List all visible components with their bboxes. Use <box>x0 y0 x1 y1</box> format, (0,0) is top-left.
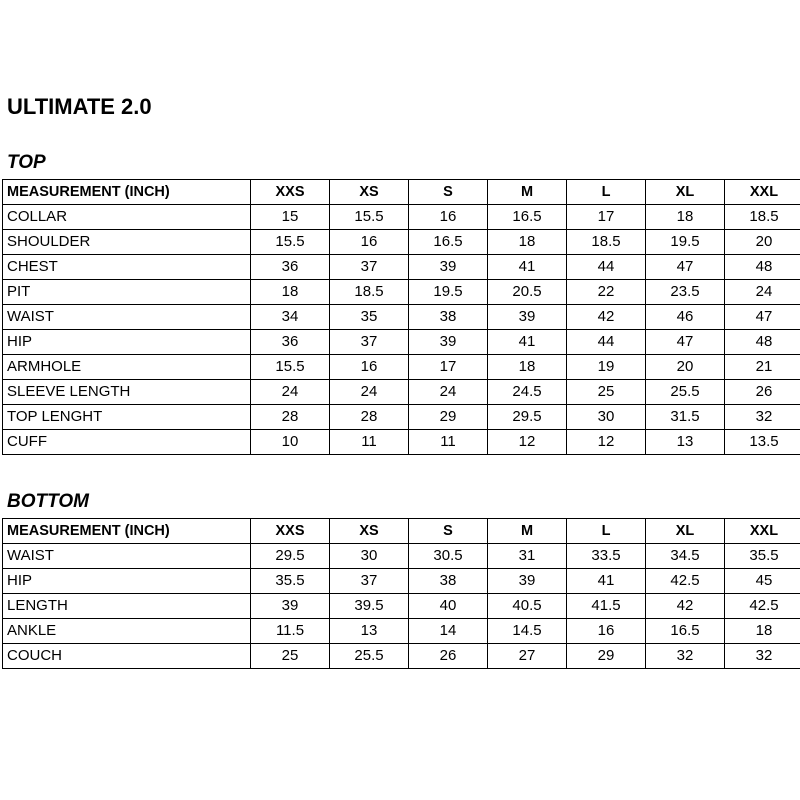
measurement-value: 47 <box>646 330 725 355</box>
measurement-value: 13.5 <box>725 430 800 455</box>
measurement-value: 29 <box>567 644 646 669</box>
table-row <box>3 644 800 669</box>
measurement-value: 18 <box>725 619 800 644</box>
table-row <box>3 594 800 619</box>
measurement-value: 18.5 <box>725 205 800 230</box>
measurement-value: 32 <box>646 644 725 669</box>
measurement-value: 24 <box>330 380 409 405</box>
measurement-value: 39 <box>488 569 567 594</box>
measurement-value: 16 <box>330 230 409 255</box>
measurement-value: 39.5 <box>330 594 409 619</box>
measurement-value: 18 <box>488 230 567 255</box>
measurement-value: 37 <box>330 330 409 355</box>
column-header-size: M <box>488 180 567 205</box>
measurement-label: COLLAR <box>3 205 251 230</box>
column-header-size: XL <box>646 180 725 205</box>
measurement-value: 42.5 <box>646 569 725 594</box>
measurement-value: 48 <box>725 255 800 280</box>
table-row <box>3 205 800 230</box>
measurement-value: 19 <box>567 355 646 380</box>
column-header-size: S <box>409 180 488 205</box>
table-row <box>3 230 800 255</box>
measurement-value: 31 <box>488 544 567 569</box>
measurement-value: 44 <box>567 330 646 355</box>
measurement-value: 39 <box>251 594 330 619</box>
measurement-value: 36 <box>251 255 330 280</box>
section-title-top: TOP <box>7 152 46 173</box>
measurement-value: 21 <box>725 355 800 380</box>
measurement-label: HIP <box>3 330 251 355</box>
measurement-value: 19.5 <box>409 280 488 305</box>
measurement-value: 24 <box>251 380 330 405</box>
measurement-value: 11 <box>409 430 488 455</box>
measurement-value: 19.5 <box>646 230 725 255</box>
column-header-size: XL <box>646 519 725 544</box>
measurement-value: 26 <box>409 644 488 669</box>
table-row <box>3 305 800 330</box>
measurement-value: 16 <box>409 205 488 230</box>
measurement-value: 16.5 <box>488 205 567 230</box>
measurement-value: 37 <box>330 569 409 594</box>
measurement-value: 18.5 <box>330 280 409 305</box>
measurement-value: 13 <box>330 619 409 644</box>
measurement-value: 35.5 <box>251 569 330 594</box>
measurement-value: 15.5 <box>251 355 330 380</box>
measurement-value: 31.5 <box>646 405 725 430</box>
measurement-label: CUFF <box>3 430 251 455</box>
measurement-value: 18 <box>251 280 330 305</box>
measurement-value: 30 <box>330 544 409 569</box>
column-header-size: XXS <box>251 180 330 205</box>
measurement-value: 29 <box>409 405 488 430</box>
measurement-value: 18.5 <box>567 230 646 255</box>
measurement-value: 41 <box>488 255 567 280</box>
measurement-value: 34 <box>251 305 330 330</box>
measurement-value: 39 <box>409 330 488 355</box>
measurement-value: 16.5 <box>409 230 488 255</box>
measurement-label: WAIST <box>3 544 251 569</box>
measurement-value: 25 <box>567 380 646 405</box>
measurement-value: 24 <box>409 380 488 405</box>
column-header-size: S <box>409 519 488 544</box>
table-row <box>3 380 800 405</box>
column-header-measurement: MEASUREMENT (INCH) <box>3 519 251 544</box>
measurement-value: 46 <box>646 305 725 330</box>
measurement-label: ANKLE <box>3 619 251 644</box>
table-row <box>3 619 800 644</box>
measurement-label: SLEEVE LENGTH <box>3 380 251 405</box>
measurement-value: 40 <box>409 594 488 619</box>
measurement-label: LENGTH <box>3 594 251 619</box>
measurement-value: 36 <box>251 330 330 355</box>
measurement-value: 15.5 <box>330 205 409 230</box>
measurement-value: 17 <box>409 355 488 380</box>
measurement-label: COUCH <box>3 644 251 669</box>
measurement-value: 42 <box>567 305 646 330</box>
column-header-size: L <box>567 180 646 205</box>
measurement-value: 44 <box>567 255 646 280</box>
measurement-value: 16 <box>567 619 646 644</box>
measurement-value: 48 <box>725 330 800 355</box>
measurement-value: 15.5 <box>251 230 330 255</box>
measurement-value: 26 <box>725 380 800 405</box>
page-title: ULTIMATE 2.0 <box>7 94 152 119</box>
size-table-top <box>2 179 800 455</box>
measurement-value: 47 <box>725 305 800 330</box>
measurement-label: SHOULDER <box>3 230 251 255</box>
measurement-value: 10 <box>251 430 330 455</box>
measurement-value: 16 <box>330 355 409 380</box>
header-row <box>3 180 800 205</box>
measurement-value: 29.5 <box>488 405 567 430</box>
section-title-bottom: BOTTOM <box>7 491 89 512</box>
measurement-value: 24.5 <box>488 380 567 405</box>
measurement-value: 34.5 <box>646 544 725 569</box>
measurement-value: 24 <box>725 280 800 305</box>
column-header-size: L <box>567 519 646 544</box>
column-header-size: XS <box>330 180 409 205</box>
measurement-value: 30 <box>567 405 646 430</box>
column-header-size: XXL <box>725 180 800 205</box>
table-row <box>3 355 800 380</box>
column-header-size: XXL <box>725 519 800 544</box>
table-row <box>3 569 800 594</box>
measurement-value: 45 <box>725 569 800 594</box>
measurement-value: 41 <box>567 569 646 594</box>
measurement-value: 37 <box>330 255 409 280</box>
measurement-value: 32 <box>725 405 800 430</box>
measurement-value: 42.5 <box>725 594 800 619</box>
measurement-value: 20.5 <box>488 280 567 305</box>
measurement-value: 28 <box>330 405 409 430</box>
measurement-value: 20 <box>646 355 725 380</box>
measurement-value: 32 <box>725 644 800 669</box>
size-table-bottom <box>2 518 800 669</box>
column-header-measurement: MEASUREMENT (INCH) <box>3 180 251 205</box>
column-header-size: XS <box>330 519 409 544</box>
measurement-value: 28 <box>251 405 330 430</box>
measurement-label: CHEST <box>3 255 251 280</box>
measurement-value: 40.5 <box>488 594 567 619</box>
measurement-value: 39 <box>409 255 488 280</box>
table-row <box>3 280 800 305</box>
measurement-value: 25.5 <box>330 644 409 669</box>
measurement-value: 39 <box>488 305 567 330</box>
measurement-value: 23.5 <box>646 280 725 305</box>
table-row <box>3 430 800 455</box>
measurement-value: 22 <box>567 280 646 305</box>
measurement-value: 12 <box>488 430 567 455</box>
measurement-value: 18 <box>646 205 725 230</box>
measurement-value: 25 <box>251 644 330 669</box>
measurement-value: 35 <box>330 305 409 330</box>
measurement-value: 14.5 <box>488 619 567 644</box>
measurement-label: ARMHOLE <box>3 355 251 380</box>
measurement-value: 20 <box>725 230 800 255</box>
measurement-label: HIP <box>3 569 251 594</box>
measurement-value: 12 <box>567 430 646 455</box>
measurement-label: WAIST <box>3 305 251 330</box>
table-row <box>3 255 800 280</box>
measurement-value: 35.5 <box>725 544 800 569</box>
measurement-value: 29.5 <box>251 544 330 569</box>
measurement-label: PIT <box>3 280 251 305</box>
measurement-value: 18 <box>488 355 567 380</box>
column-header-size: XXS <box>251 519 330 544</box>
measurement-value: 16.5 <box>646 619 725 644</box>
measurement-value: 38 <box>409 305 488 330</box>
measurement-value: 38 <box>409 569 488 594</box>
measurement-value: 42 <box>646 594 725 619</box>
header-row <box>3 519 800 544</box>
measurement-value: 41.5 <box>567 594 646 619</box>
table-row <box>3 544 800 569</box>
measurement-value: 14 <box>409 619 488 644</box>
column-header-size: M <box>488 519 567 544</box>
measurement-value: 41 <box>488 330 567 355</box>
table-row <box>3 330 800 355</box>
measurement-value: 13 <box>646 430 725 455</box>
measurement-value: 11 <box>330 430 409 455</box>
measurement-value: 27 <box>488 644 567 669</box>
measurement-value: 47 <box>646 255 725 280</box>
measurement-value: 11.5 <box>251 619 330 644</box>
measurement-value: 15 <box>251 205 330 230</box>
measurement-value: 33.5 <box>567 544 646 569</box>
measurement-value: 30.5 <box>409 544 488 569</box>
table-row <box>3 405 800 430</box>
measurement-value: 17 <box>567 205 646 230</box>
measurement-value: 25.5 <box>646 380 725 405</box>
measurement-label: TOP LENGHT <box>3 405 251 430</box>
